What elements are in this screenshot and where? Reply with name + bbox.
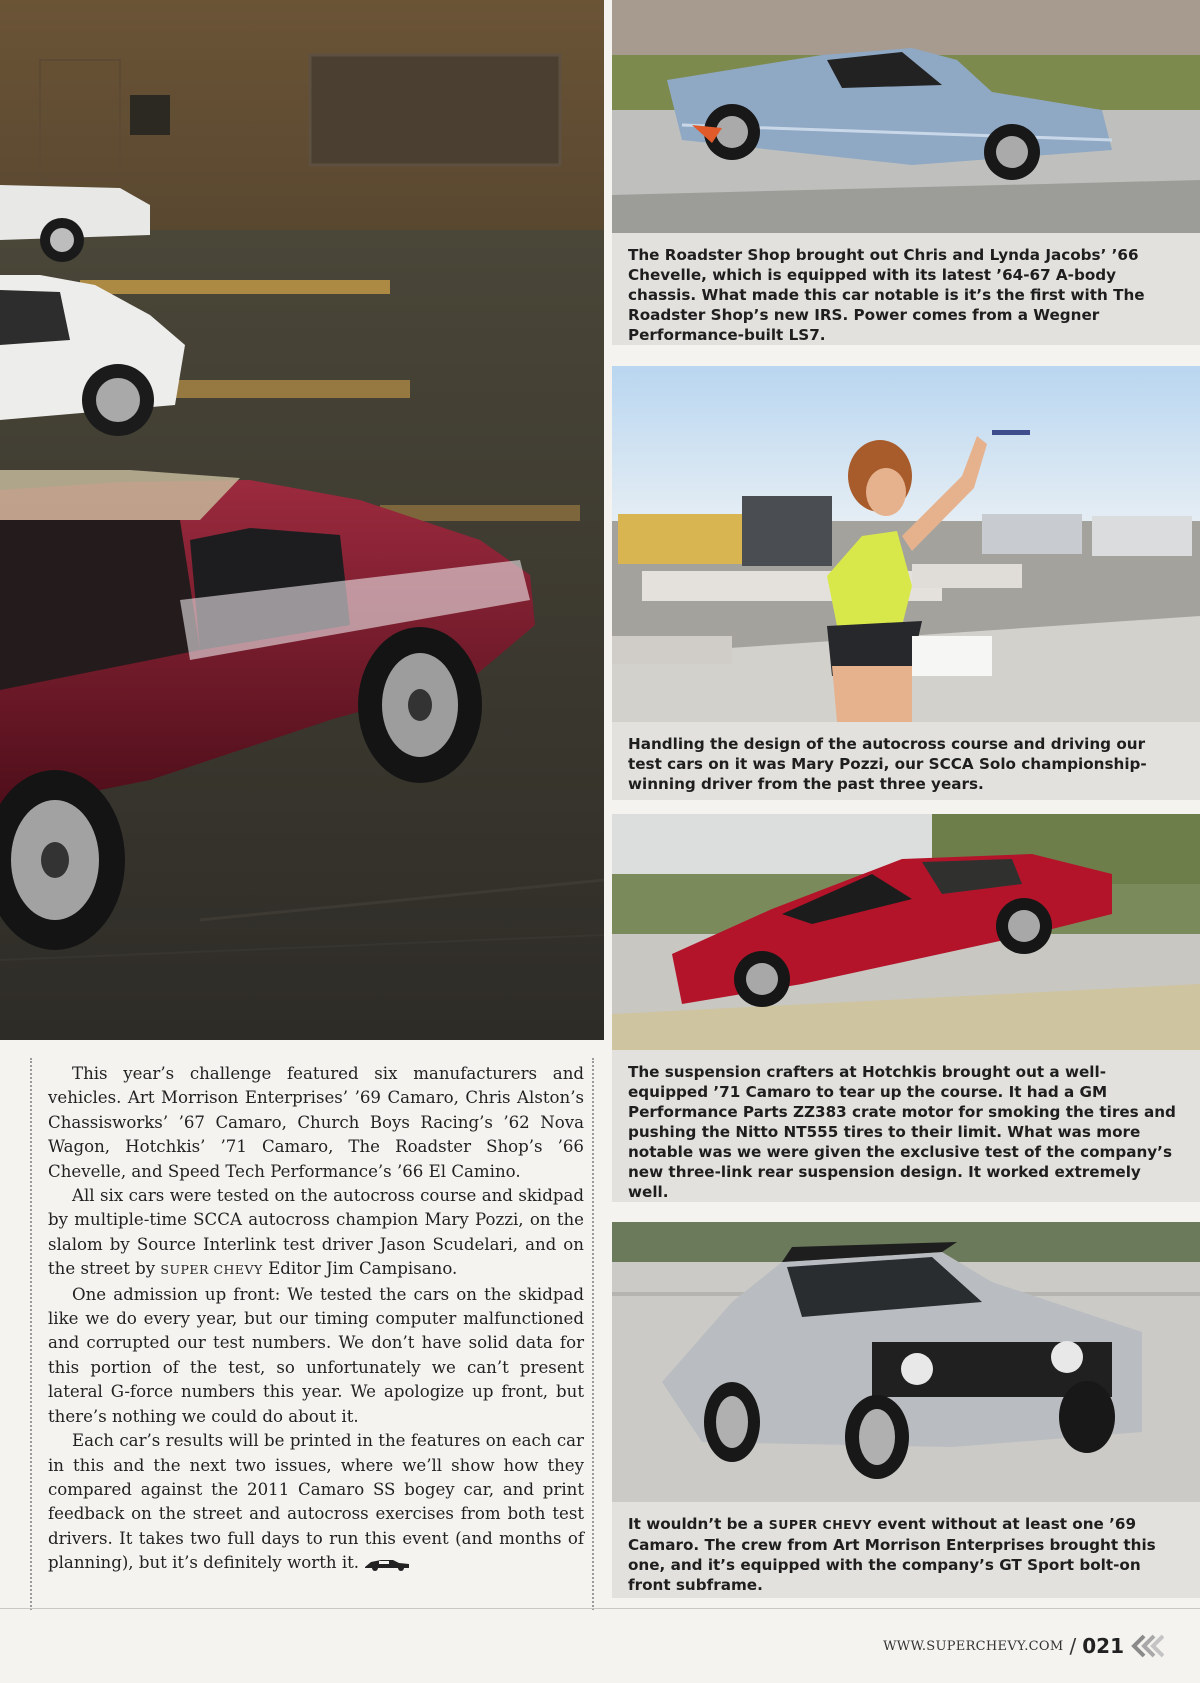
chevron-arrows-icon: [1130, 1634, 1164, 1658]
caption-chevelle: The Roadster Shop brought out Chris and Lynda Jacobs’ ’66 Chevelle, which is equipped with its latest ’64-67 A-body chassis. What made this car notable is it’s the first with The Roadster Shop’s new IRS. Power comes from a Wegner Performance-built LS7.: [612, 233, 1200, 345]
paragraph-4-text: Each car’s results will be printed in the features on each car in this and the next two issues, where we’ll show how they compared against the 2011 Camaro SS bogey car, and print feedback on the street and autocross exercises from both test drivers. It takes two full days to run this event (and months of planning), but it’s definitely worth it.: [48, 1431, 584, 1573]
article-paragraph-1: This year’s challenge featured six manufacturers and vehicles. Art Morrison Enterprises’ ’69 Camaro, Chris Alston’s Chassisworks’ ’67 Camaro, Church Boys Racing’s ’62 Nova Wagon, Hotchkis’ ’71 Camaro, The Roadster Shop’s ’66 Chevelle, and Speed Tech Performance’s ’66 El Camino.: [48, 1064, 584, 1181]
caption-pozzi: Handling the design of the autocross course and driving our test cars on it was Mary Pozzi, our SCCA Solo championship-winning driver from the past three years.: [612, 722, 1200, 800]
hero-photo-camaros-in-hangar: [0, 0, 604, 1040]
article-body: [30, 1058, 594, 1610]
photo-69-camaro: [612, 1222, 1200, 1502]
footer-url: WWW.SUPERCHEVY.COM: [883, 1638, 1064, 1654]
footer-separator: /: [1069, 1634, 1077, 1658]
photo-mary-pozzi: [612, 366, 1200, 722]
caption-69-brand: SUPER CHEVY: [768, 1517, 872, 1532]
article-paragraph-2: [48, 1184, 584, 1283]
footer-divider: [0, 1608, 1200, 1609]
photo-hotchkis-71-camaro: [612, 814, 1200, 1050]
caption-69-before: It wouldn’t be a: [628, 1515, 769, 1533]
page-footer: [883, 1632, 1164, 1660]
caption-69-camaro: [612, 1502, 1200, 1598]
caption-69-after: event without at least one ’69 Camaro. The crew from Art Morrison Enterprises brought this one, and it’s equipped with the company’s GT Sport bolt-on front subframe.: [628, 1515, 1156, 1594]
paragraph-2-before: All six cars were tested on the autocross course and skidpad by multiple-time SCCA autocross champion Mary Pozzi, on the slalom by Source Interlink test driver Jason Scudelari, and on the street by: [48, 1186, 584, 1279]
page-number: 021: [1082, 1634, 1124, 1658]
article-paragraph-3: One admission up front: We tested the cars on the skidpad like we do every year, but our timing computer malfunctioned and corrupted our test numbers. We don’t have solid data for this portion of the test, so unfortunately we can’t present lateral G-force numbers this year. We apologize up front, but there’s nothing we could do about it.: [48, 1284, 584, 1426]
paragraph-2-after: Editor Jim Campisano.: [262, 1259, 458, 1279]
photo-66-chevelle: [612, 0, 1200, 233]
car-endmark-icon: [363, 1557, 411, 1571]
caption-hotchkis: The suspension crafters at Hotchkis brought out a well-equipped ’71 Camaro to tear up the course. It had a GM Performance Parts ZZ383 crate motor for smoking the tires and pushing the Nitto NT555 tires to their limit. What was more notable was we were given the exclusive test of the company’s new three-link rear suspension design. It worked extremely well.: [612, 1050, 1200, 1202]
paragraph-2-brand: SUPER CHEVY: [160, 1262, 263, 1278]
article-paragraph-4: [48, 1429, 584, 1575]
